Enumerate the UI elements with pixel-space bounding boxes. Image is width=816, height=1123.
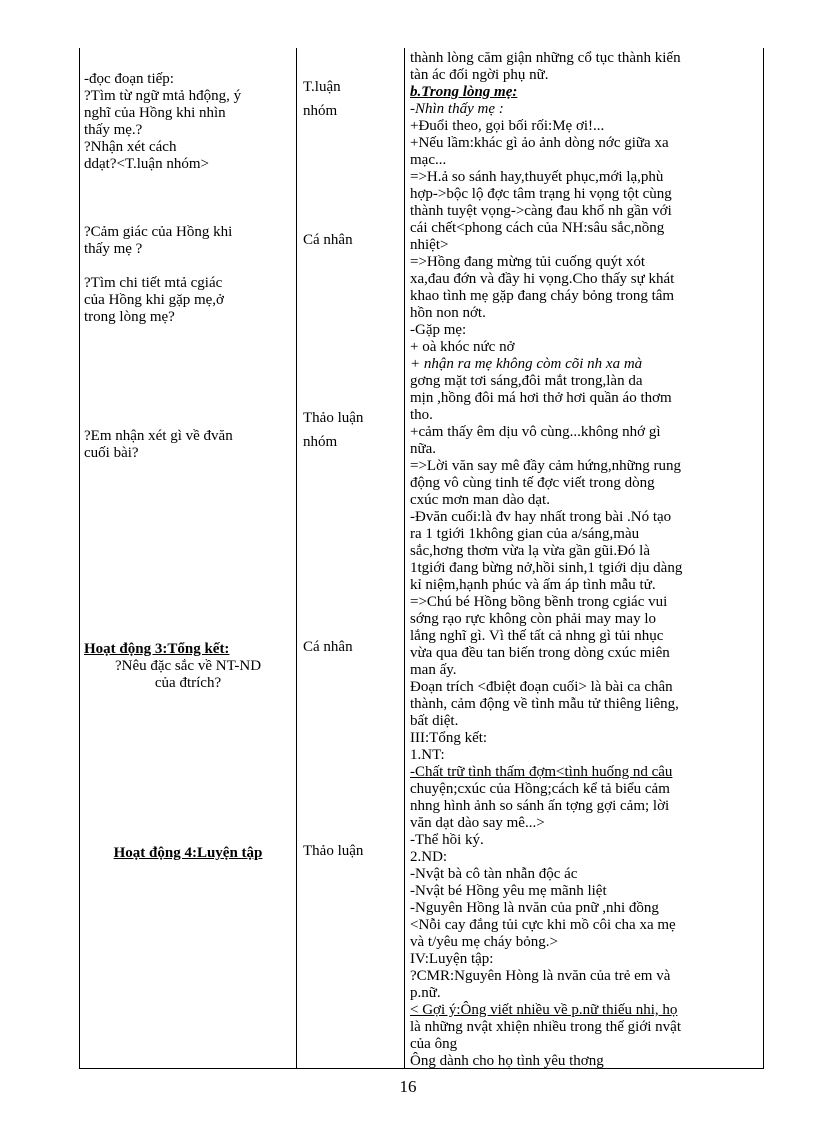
content-line: sắc,hơng thơm vừa lạ vừa gần gũi.Đó là xyxy=(410,543,650,559)
content-line: -Nguyên Hồng là nvăn của pnữ ,nhi đồng xyxy=(410,900,659,916)
content-line: + nhận ra mẹ không còm cõi nh xa mà xyxy=(410,356,643,372)
content-line: -Nvật bà cô tàn nhẫn độc ác xyxy=(410,866,578,882)
content-line: III:Tổng kết: xyxy=(410,730,488,746)
content-line: xa,đau đớn và đầy hi vọng.Cho thấy sự khát xyxy=(410,271,675,287)
content-line: lắng nghĩ gì. Vì thế tất cả nhng gì tủi nhục xyxy=(410,628,664,644)
content-line: nhiệt> xyxy=(410,237,449,253)
table-border-right xyxy=(763,48,764,1069)
content-line: -Thể hồi ký. xyxy=(410,832,484,848)
content-line: tàn ác đối ngời phụ nữ. xyxy=(410,67,549,83)
content-line: cái chết<phong cách của NH:sâu sắc,nồng xyxy=(410,220,665,236)
content-line: khao tình mẹ gặp đang cháy bỏng trong tâm xyxy=(410,288,675,304)
content-line: gơng mặt tơi sáng,đôi mắt trong,làn da xyxy=(410,373,643,389)
form-label: Cá nhân xyxy=(303,232,353,248)
content-line: =>Chú bé Hồng bồng bềnh trong cgiác vui xyxy=(410,594,668,610)
content-line: hồn non nớt. xyxy=(410,305,486,321)
q-nhan-xet-cach-2: ddạt?<T.luận nhóm> xyxy=(84,156,209,172)
content-line: -Nhìn thấy mẹ : xyxy=(410,101,504,117)
content-line: và t/yêu mẹ cháy bỏng.> xyxy=(410,934,559,950)
content-line: 1.NT: xyxy=(410,747,445,763)
content-line: Ông dành cho họ tình yêu thơng xyxy=(410,1053,604,1069)
content-line: thành tuyệt vọng->càng đau khổ nh gần với xyxy=(410,203,672,219)
q-cam-giac: ?Cảm giác của Hồng khi xyxy=(84,224,233,240)
table-border-left xyxy=(79,48,80,1069)
section-heading: b.Trong lòng mẹ: xyxy=(410,84,518,100)
content-line: thành lòng căm giận những cổ tục thành kiến xyxy=(410,50,681,66)
q-dac-sac: ?Nêu đặc sắc về NT-ND xyxy=(114,658,262,674)
content-line: nhng hình ảnh so sánh ấn tợng gợi cảm; lời xyxy=(410,798,670,814)
content-line: nữa. xyxy=(410,441,437,457)
hoat-dong-3-heading: Hoạt động 3:Tổng kết: xyxy=(84,641,230,657)
hoat-dong-4-heading: Hoạt động 4:Luyện tập xyxy=(113,845,263,861)
content-line: =>Lời văn say mê đầy cảm hứng,những rung xyxy=(410,458,682,474)
content-line: +cảm thấy êm dịu vô cùng...không nhớ gì xyxy=(410,424,661,440)
questions-column xyxy=(84,71,292,862)
content-line: cxúc mơn man dào dạt. xyxy=(410,492,550,508)
content-line: chuyện;cxúc của Hồng;cách kể tả biểu cảm xyxy=(410,781,670,797)
content-line: p.nữ. xyxy=(410,985,441,1001)
q-nhan-xet-cach: ?Nhận xét cách xyxy=(84,139,177,155)
q-tu-ngu: ?Tìm từ ngữ mtả hđộng, ý xyxy=(84,88,242,104)
content-line: ?CMR:Nguyên Hòng là nvăn của trẻ em và xyxy=(410,968,671,984)
content-line: +Đuổi theo, gọi bối rối:Mẹ ơi!... xyxy=(410,118,605,134)
content-line: =>H.ả so sánh hay,thuyết phục,mới lạ,phù xyxy=(410,169,664,185)
content-line: của ông xyxy=(410,1036,458,1052)
content-line: ra 1 tgiới 1không gian của a/sáng,màu xyxy=(410,526,640,542)
content-line: -Nvật bé Hồng yêu mẹ mãnh liệt xyxy=(410,883,607,899)
content-line: + oà khóc nức nở xyxy=(410,339,515,355)
content-line: động vô cùng tinh tế đợc viết trong dòng xyxy=(410,475,655,491)
section-heading: -Chất trữ tình thấm đợm<tình huống nd câu xyxy=(410,764,673,780)
content-line: mạc... xyxy=(410,152,447,168)
content-line: IV:Luyện tập: xyxy=(410,951,494,967)
table-divider-2 xyxy=(404,48,405,1069)
content-line: bất diệt. xyxy=(410,713,459,729)
table-divider-1 xyxy=(296,48,297,1069)
content-column xyxy=(410,50,762,1069)
q-dac-sac-2: của đtrích? xyxy=(154,675,222,691)
form-label: Cá nhân xyxy=(303,639,353,655)
page-number: 16 xyxy=(399,1077,417,1096)
q-tu-ngu-3: thấy mẹ.? xyxy=(84,122,143,138)
content-line: <Nỗi cay đắng tủi cực khi mồ côi cha xa mẹ xyxy=(410,917,676,933)
content-line: =>Hồng đang mừng tủi cuống quýt xót xyxy=(410,254,646,270)
q-chi-tiet: ?Tìm chi tiết mtả cgiác xyxy=(84,275,223,291)
content-line: văn dạt dào say mê...> xyxy=(410,815,545,831)
q-nhan-xet-doan-2: cuối bài? xyxy=(84,445,139,461)
content-line: man ấy. xyxy=(410,662,457,678)
content-line: hợp->bộc lộ đợc tâm trạng hi vọng tột cùng xyxy=(410,186,672,202)
content-line: -Đvăn cuối:là đv hay nhất trong bài .Nó tạo xyxy=(410,509,672,525)
content-line: +Nếu lầm:khác gì ảo ảnh dòng nớc giữa xa xyxy=(410,135,669,151)
content-line: vừa qua đều tan biến trong dòng cxúc miên xyxy=(410,645,670,661)
content-line: mịn ,hồng đôi má hơi thở hơi quần áo thơm xyxy=(410,390,672,406)
form-label: T.luận nhóm xyxy=(303,79,341,119)
content-line: là những nvật xhiện nhiều trong thế giới nvật xyxy=(410,1019,682,1035)
q-chi-tiet-2: của Hồng khi gặp mẹ,ở xyxy=(84,292,224,308)
content-line: thành, cảm động về tình mẫu tử thiêng liêng, xyxy=(410,696,679,712)
section-heading: < Gợi ý:Ông viết nhiều về p.nữ thiếu nhi, họ xyxy=(410,1002,678,1018)
form-label: Thảo luận nhóm xyxy=(303,410,364,450)
q-doc-doan-tiep: -đọc đoạn tiếp: xyxy=(84,71,174,87)
content-line: 2.ND: xyxy=(410,849,448,865)
content-line: sớng rạo rực không còn phải may may lo xyxy=(410,611,657,627)
content-line: kỉ niệm,hạnh phúc và ấm áp tình mẫu tử. xyxy=(410,577,656,593)
content-line: -Gặp mẹ: xyxy=(410,322,467,338)
q-nhan-xet-doan: ?Em nhận xét gì về đvăn xyxy=(84,428,233,444)
q-cam-giac-2: thấy mẹ ? xyxy=(84,241,143,257)
content-line: 1tgiới đang bừng nở,hồi sinh,1 tgiới dịu dàng xyxy=(410,560,683,576)
form-label: Thảo luận xyxy=(303,843,364,859)
content-line: tho. xyxy=(410,407,433,423)
content-line: Đoạn trích <đbiệt đoạn cuối> là bài ca chân xyxy=(410,679,673,695)
q-chi-tiet-3: trong lòng mẹ? xyxy=(84,309,175,325)
q-tu-ngu-2: nghĩ của Hồng khi nhìn xyxy=(84,105,226,121)
